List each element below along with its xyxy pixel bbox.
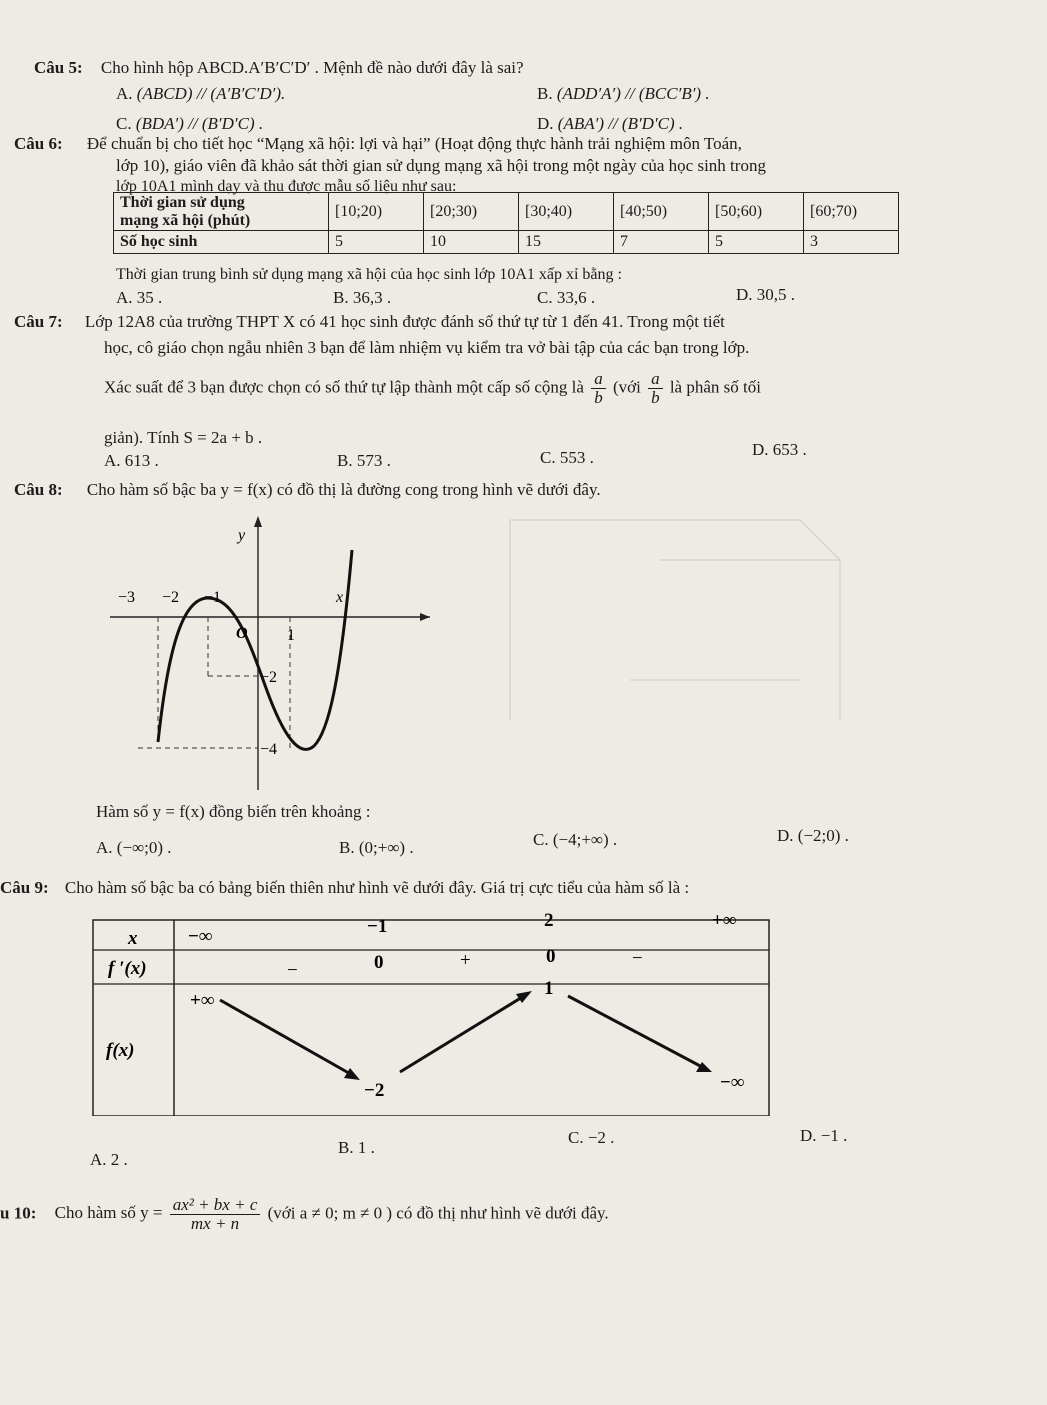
q6-count-5: 5 (709, 231, 804, 254)
bbt-row-fprime: f ′(x) (108, 958, 147, 979)
q5-option-c[interactable]: C. (BDA′) // (B′D′C) . (116, 114, 264, 133)
q5-option-d[interactable]: D. (ABA′) // (B′D′C) . (537, 114, 684, 133)
q5-question (34, 58, 524, 78)
bbt-row-x: x (128, 928, 138, 949)
q6-interval-3: [30;40) (519, 193, 614, 231)
q8-option-a[interactable]: A. (−∞;0) . (96, 838, 172, 857)
bbt-f-neg2: −2 (364, 1080, 385, 1101)
q5-text: Cho hình hộp ABCD.A′B′C′D′ . Mệnh đề nào dưới đây là sai? (100, 58, 524, 77)
bbt-x-neg-inf: −∞ (188, 926, 213, 947)
q8-question: Câu 8: Cho hàm số bậc ba y = f(x) có đồ thị là đường cong trong hình vẽ dưới đây. (14, 480, 601, 499)
q9-option-b[interactable]: B. 1 . (338, 1138, 375, 1157)
q6-label: Câu 6: (14, 134, 63, 153)
q6-count-6: 3 (804, 231, 899, 254)
q7-line1: Câu 7: Lớp 12A8 của trường THPT X có 41 học sinh được đánh số thứ tự từ 1 đến 41. Trong một tiết (14, 312, 725, 331)
tick-x-neg3: −3 (118, 589, 136, 606)
q6-interval-2: [20;30) (424, 193, 519, 231)
bbt-row-f: f(x) (106, 1040, 135, 1061)
q9-option-d[interactable]: D. −1 . (800, 1126, 848, 1145)
bleed-through-figure (500, 500, 860, 730)
tick-y-neg4: −4 (260, 741, 278, 758)
q5-option-a[interactable]: A. (ABCD) // (A′B′C′D′). (116, 84, 286, 103)
q6-interval-6: [60;70) (804, 193, 899, 231)
q6-option-d[interactable]: D. 30,5 . (736, 285, 796, 304)
q6-interval-5: [50;60) (709, 193, 804, 231)
q6-interval-1: [10;20) (329, 193, 424, 231)
q10-question: u 10: Cho hàm số y = $\frac{\text{ax² + bx + c}}{mx + n}$ (với a ≠ 0; m ≠ 0 ) có đồ thị như hình vẽ dưới đây. (0, 1195, 609, 1233)
q10-fraction: $\frac{\text{ax² + bx + c}}{mx + n}$ (170, 1196, 261, 1233)
q8-option-b[interactable]: B. (0;+∞) . (339, 838, 414, 857)
q6-option-c[interactable]: C. 33,6 . (537, 288, 596, 307)
bbt-f-1: 1 (544, 978, 554, 999)
q10-label: u 10: (0, 1203, 37, 1223)
q6-interval-4: [40;50) (614, 193, 709, 231)
tick-y-neg2: −2 (260, 669, 278, 686)
q6-count-4: 7 (614, 231, 709, 254)
bbt-x-neg1: −1 (367, 916, 388, 937)
q7-label: Câu 7: (14, 312, 63, 331)
q6-table-header-time: Thời gian sử dụng mạng xã hội (phút) (114, 193, 329, 231)
q6-count-1: 5 (329, 231, 424, 254)
bbt-fp-sign-1: − (287, 960, 298, 981)
q9-variation-table (92, 906, 772, 1116)
tick-x-1: 1 (287, 627, 295, 644)
y-axis-arrow (254, 516, 262, 527)
q6-question: Thời gian trung bình sử dụng mạng xã hội của học sinh lớp 10A1 xấp xỉ bằng : (116, 266, 622, 283)
q6-line1: Câu 6: Để chuẩn bị cho tiết học “Mạng xã hội: lợi và hại” (Hoạt động thực hành trải nghiệm môn Toán, (14, 134, 742, 153)
q7-option-b[interactable]: B. 573 . (337, 451, 391, 470)
q6-count-3: 15 (519, 231, 614, 254)
bbt-x-2: 2 (544, 910, 554, 931)
q7-fraction-2: $\frac{a}{b}$ (648, 370, 663, 407)
bbt-fp-zero-1: 0 (374, 952, 384, 973)
cubic-curve (158, 550, 352, 749)
q7-option-d[interactable]: D. 653 . (752, 440, 807, 459)
q9-label: Câu 9: (0, 878, 49, 897)
bbt-fp-zero-2: 0 (546, 946, 556, 967)
q9-option-a[interactable]: A. 2 . (90, 1150, 128, 1169)
q6-table-header-students: Số học sinh (114, 231, 329, 254)
q6-option-a[interactable]: A. 35 . (116, 288, 163, 307)
q6-count-2: 10 (424, 231, 519, 254)
q8-sub-question: Hàm số y = f(x) đồng biến trên khoảng : (96, 802, 371, 821)
q9-option-c[interactable]: C. −2 . (568, 1128, 615, 1147)
q7-line3: Xác suất để 3 bạn được chọn có số thứ tự lập thành một cấp số cộng là $\frac{a}{b}$ (với $\frac{a}{b}$ là phân số tối (104, 369, 761, 407)
q6-option-b[interactable]: B. 36,3 . (333, 288, 392, 307)
q8-option-c[interactable]: C. (−4;+∞) . (533, 830, 618, 849)
q8-label: Câu 8: (14, 480, 63, 499)
x-axis-arrow (420, 613, 430, 621)
tick-x-neg1: −1 (204, 589, 222, 606)
q9-question: Câu 9: Cho hàm số bậc ba có bảng biến thiên như hình vẽ dưới đây. Giá trị cực tiểu của hàm số là : (0, 878, 690, 897)
q7-option-a[interactable]: A. 613 . (104, 451, 159, 470)
x-axis-label: x (336, 589, 344, 606)
bbt-x-pos-inf: +∞ (712, 910, 737, 931)
q5-label: Câu 5: (34, 58, 83, 77)
q7-line2: học, cô giáo chọn ngẫu nhiên 3 bạn để làm nhiệm vụ kiểm tra vở bài tập của các bạn trong lớp. (104, 338, 750, 357)
q5-option-b[interactable]: B. (ADD′A′) // (BCC′B′) . (537, 84, 710, 103)
q7-option-c[interactable]: C. 553 . (540, 448, 594, 467)
q6-line3: lớp 10A1 mình dạy và thu được mẫu số liệu như sau: (116, 178, 457, 195)
origin-label: O (236, 625, 248, 642)
q7-fraction-1: $\frac{a}{b}$ (591, 370, 606, 407)
bbt-f-neg-inf: −∞ (720, 1072, 745, 1093)
q7-line4: giản). Tính S = 2a + b . (104, 428, 263, 447)
tick-x-neg2: −2 (162, 589, 180, 606)
y-axis-label: y (238, 527, 246, 544)
q6-line2: lớp 10), giáo viên đã khảo sát thời gian sử dụng mạng xã hội trong một ngày của học sinh trong (116, 156, 766, 175)
q6-data-table (113, 192, 899, 254)
bbt-fp-sign-3: − (632, 948, 643, 969)
q8-option-d[interactable]: D. (−2;0) . (777, 826, 849, 845)
q8-graph (100, 510, 440, 800)
bbt-f-pos-inf: +∞ (190, 990, 215, 1011)
bbt-fp-sign-2: + (460, 950, 471, 971)
